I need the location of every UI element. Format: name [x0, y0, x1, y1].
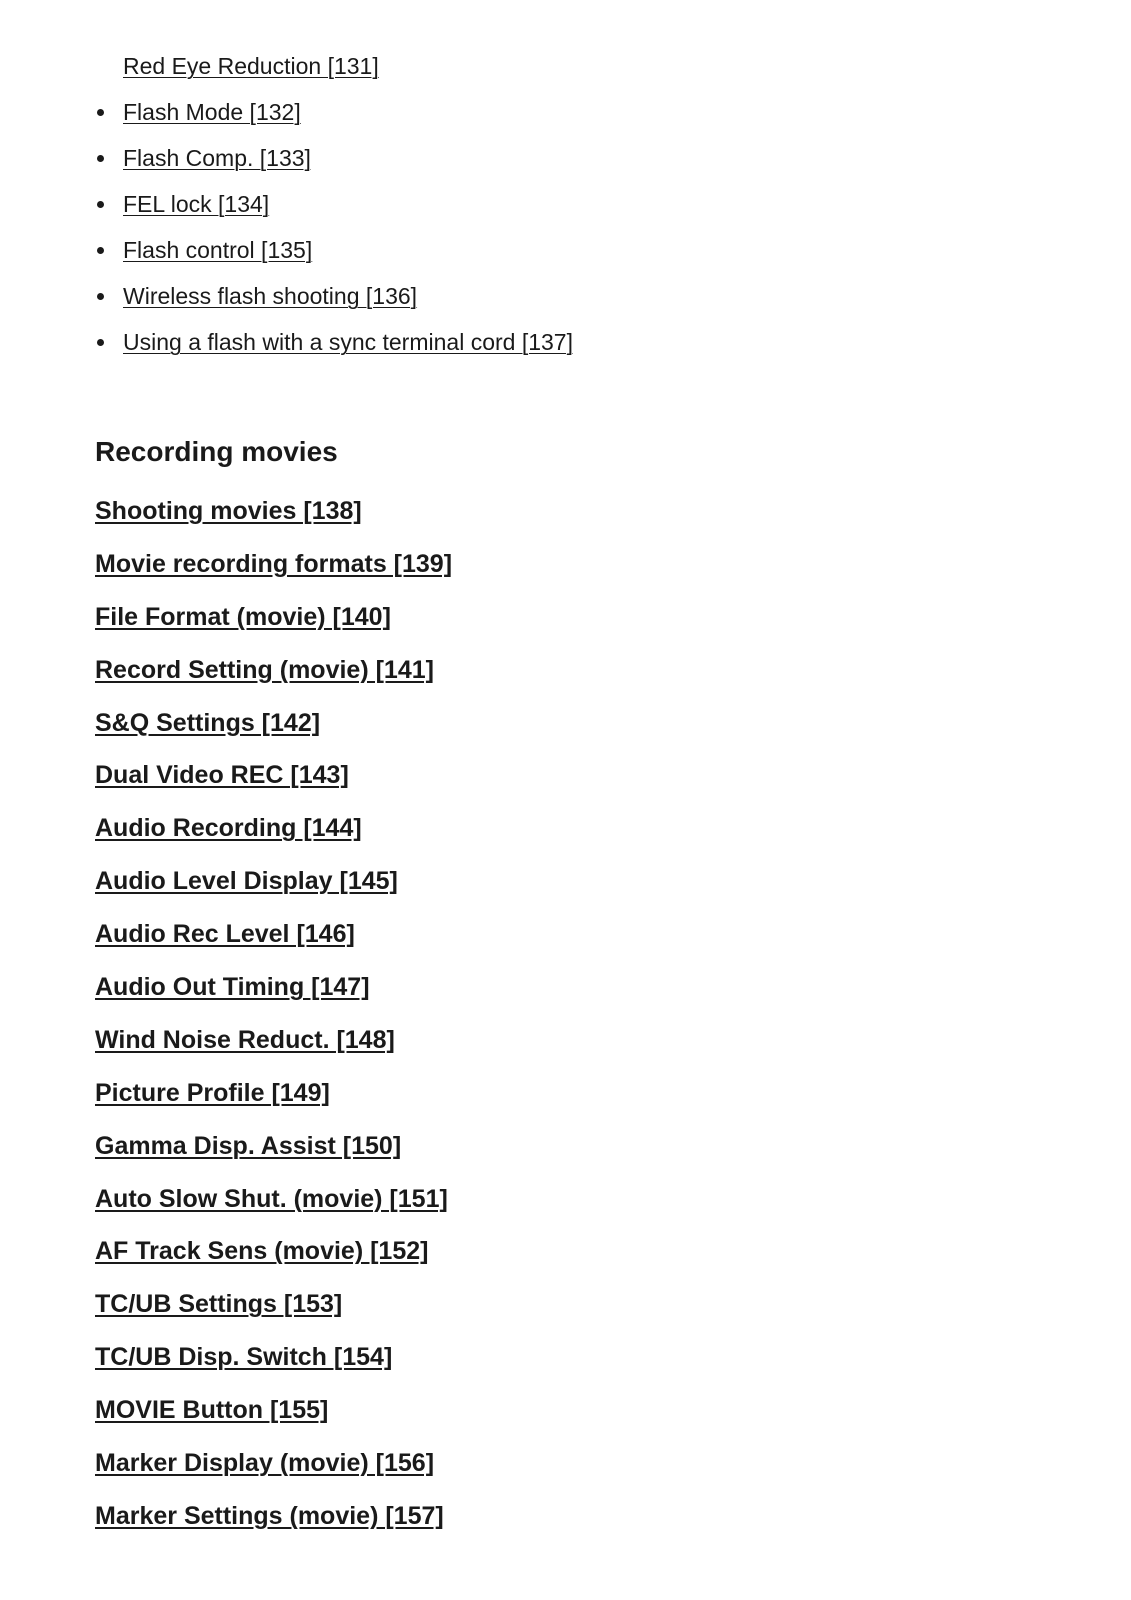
link-sync-terminal-cord[interactable]: Using a flash with a sync terminal cord [137] [123, 329, 573, 355]
flash-topic-list [93, 43, 573, 365]
list-item [95, 543, 452, 596]
list-item [95, 1230, 452, 1283]
link-wind-noise-reduct[interactable]: Wind Noise Reduct. [148] [95, 1025, 395, 1054]
list-item [95, 596, 452, 649]
list-item [95, 860, 452, 913]
list-item [95, 649, 452, 702]
movie-topic-list [95, 490, 452, 1548]
list-item [95, 702, 452, 755]
list-item [93, 181, 573, 227]
list-item [95, 807, 452, 860]
link-picture-profile[interactable]: Picture Profile [149] [95, 1078, 330, 1107]
list-item [95, 1442, 452, 1495]
list-item [95, 1178, 452, 1231]
list-item [95, 966, 452, 1019]
list-item [93, 135, 573, 181]
bullet-icon [97, 247, 104, 254]
link-tc-ub-settings[interactable]: TC/UB Settings [153] [95, 1290, 343, 1319]
link-record-setting-movie[interactable]: Record Setting (movie) [141] [95, 655, 434, 684]
list-item [93, 227, 573, 273]
link-flash-control[interactable]: Flash control [135] [123, 237, 313, 263]
link-tc-ub-disp-switch[interactable]: TC/UB Disp. Switch [154] [95, 1343, 393, 1372]
link-movie-button[interactable]: MOVIE Button [155] [95, 1396, 329, 1425]
section-heading: Recording movies [95, 436, 338, 467]
link-gamma-disp-assist[interactable]: Gamma Disp. Assist [150] [95, 1131, 402, 1160]
list-item [95, 1125, 452, 1178]
list-item [95, 1336, 452, 1389]
link-flash-comp[interactable]: Flash Comp. [133] [123, 145, 311, 171]
list-item [95, 1019, 452, 1072]
link-dual-video-rec[interactable]: Dual Video REC [143] [95, 761, 349, 790]
list-item [95, 1495, 452, 1548]
link-movie-recording-formats[interactable]: Movie recording formats [139] [95, 549, 453, 578]
link-fel-lock[interactable]: FEL lock [134] [123, 191, 270, 217]
link-file-format-movie[interactable]: File Format (movie) [140] [95, 602, 391, 631]
link-af-track-sens-movie[interactable]: AF Track Sens (movie) [152] [95, 1237, 429, 1266]
list-item [95, 754, 452, 807]
list-item [93, 319, 573, 365]
link-audio-rec-level[interactable]: Audio Rec Level [146] [95, 920, 355, 949]
link-audio-out-timing[interactable]: Audio Out Timing [147] [95, 973, 370, 1002]
link-auto-slow-shut-movie[interactable]: Auto Slow Shut. (movie) [151] [95, 1184, 448, 1213]
link-sq-settings[interactable]: S&Q Settings [142] [95, 708, 321, 737]
link-marker-display-movie[interactable]: Marker Display (movie) [156] [95, 1449, 435, 1478]
link-red-eye-reduction[interactable]: Red Eye Reduction [131] [123, 53, 379, 79]
link-shooting-movies[interactable]: Shooting movies [138] [95, 497, 362, 525]
list-item [93, 89, 573, 135]
list-item [95, 1072, 452, 1125]
bullet-icon [97, 155, 104, 162]
list-item [95, 1389, 452, 1442]
link-marker-settings-movie[interactable]: Marker Settings (movie) [157] [95, 1501, 444, 1530]
bullet-icon [97, 201, 104, 208]
link-flash-mode[interactable]: Flash Mode [132] [123, 99, 301, 125]
list-item [95, 1283, 452, 1336]
link-audio-level-display[interactable]: Audio Level Display [145] [95, 867, 398, 896]
bullet-icon [97, 339, 104, 346]
list-item [93, 43, 573, 89]
list-item [95, 490, 452, 543]
bullet-icon [97, 293, 104, 300]
link-audio-recording[interactable]: Audio Recording [144] [95, 814, 362, 843]
list-item [95, 913, 452, 966]
bullet-icon [97, 109, 104, 116]
list-item [93, 273, 573, 319]
link-wireless-flash-shooting[interactable]: Wireless flash shooting [136] [123, 283, 418, 309]
